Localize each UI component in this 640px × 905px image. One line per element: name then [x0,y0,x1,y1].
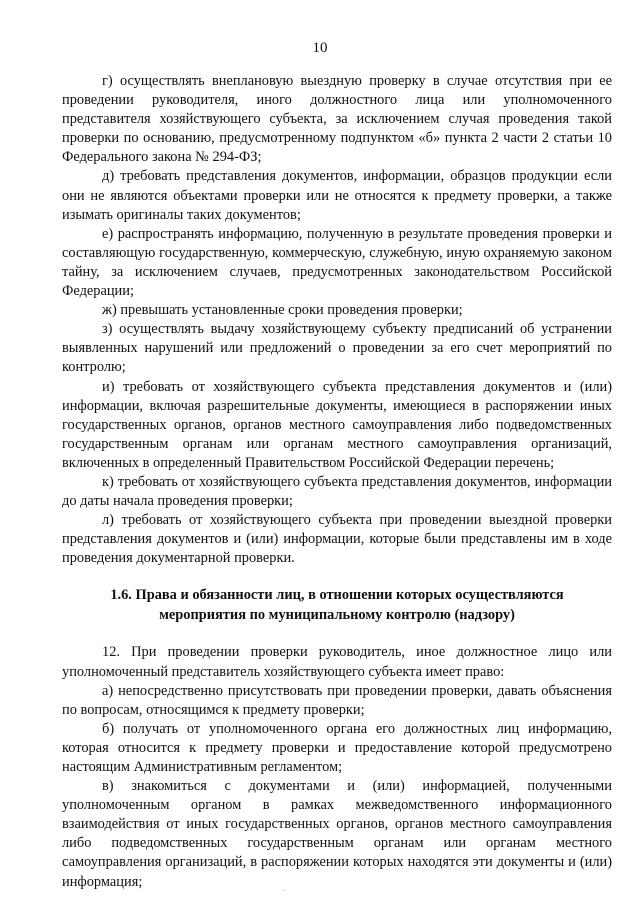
paragraph-b: б) получать от уполномоченного органа его должностных лиц информацию, которая относится к предмету проверки и предоставление которой предусмотрено настоящим Административным регламентом; [62,720,612,775]
section-heading-line-2: мероприятия по муниципальному контролю (надзору) [159,606,515,623]
section-heading-line-1: 1.6. Права и обязанности лиц, в отношении которых осуществляются [110,587,564,604]
paragraph-z: з) осуществлять выдачу хозяйствующему субъекту предписаний об устранении выявленных нарушений или предложений о проведении за его счет мероприятий по контролю; [62,321,612,376]
paragraph-k: к) требовать от хозяйствующего субъекта представления документов, информации до даты начала проведения проверки; [62,473,612,510]
paragraph-i: и) требовать от хозяйствующего субъекта представления документов и (или) информации, включая разрешительные документы, имеющиеся в распоряжении иных государственных органов, органов местного самоуправления либо подведомственных государственным органам или органам местного самоуправления организаций, включенных в определенный Правительством Российской Федерации перечень; [62,378,612,471]
paragraph-a: а) непосредственно присутствовать при проведении проверки, давать объяснения по вопросам, относящимся к предмету проверки; [62,682,612,718]
paragraph-e: е) распространять информацию, полученную в результате проведения проверки и составляющую государственную, коммерческую, служебную, иную охраняемую законом тайну, за исключением случаев, предусмотренных законодательством Российской Федерации; [62,225,612,300]
paragraph-d: д) требовать представления документов, информации, образцов продукции если они не являются объектами проверки или не относятся к предмету проверки, а также изымать оригиналы таких документов; [62,168,612,223]
paragraph-l: л) требовать от хозяйствующего субъекта при проведении выездной проверки представления документов и (или) информации, которые были представлены им в ходе проведения документарной проверки. [62,512,612,567]
footer-mark: . [283,884,285,893]
paragraph-v: в) знакомиться с документами и (или) информацией, полученными уполномоченным органом в рамках межведомственного информационного взаимодействия от иных государственных органов, органов местного самоуправления либо подведомственных государственным органам или органам местного самоуправления организаций, в распоряжении которых находятся эти документы и (или) информация; [62,778,612,890]
page-number: 10 [312,40,328,56]
paragraph-zh: ж) превышать установленные сроки проведения проверки; [102,302,463,319]
paragraph-12: 12. При проведении проверки руководитель, иное должностное лицо или уполномоченный представитель хозяйствующего субъекта имеет право: [62,644,612,680]
section-heading [62,586,612,625]
paragraph-g: г) осуществлять внеплановую выездную проверку в случае отсутствия при ее проведении руководителя, иного должностного лица или уполномоченного представителя хозяйствующего субъекта, за исключением случая проведения такой проверки по основанию, предусмотренному подпунктом «б» пункта 2 части 2 статьи 10 Федерального закона № 294-ФЗ; [62,73,612,166]
page-body [62,72,612,892]
